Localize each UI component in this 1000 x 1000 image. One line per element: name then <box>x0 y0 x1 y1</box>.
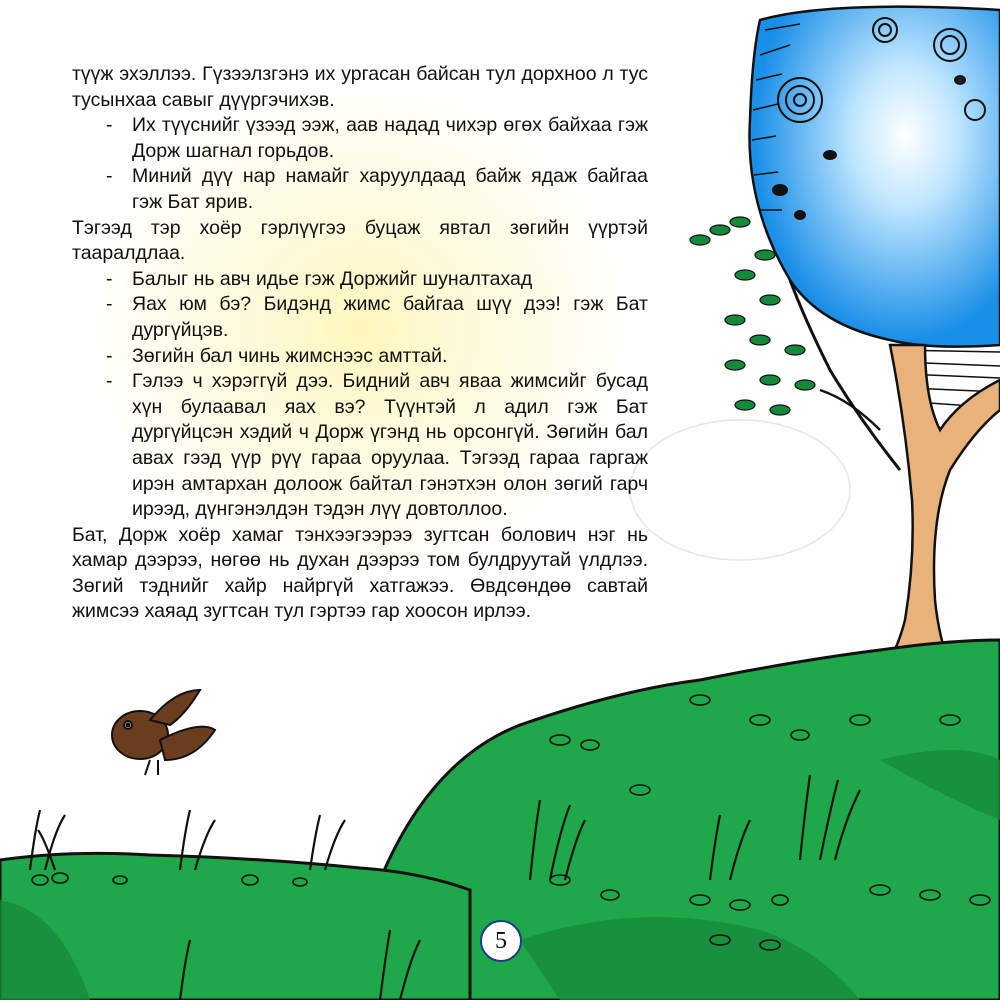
dialog-text: Миний дүү нар намайг харуулдаад байж ядаж байгаа гэж Бат ярив. <box>132 165 648 213</box>
dialog-text: Их түүснийг үзээд ээж, аав надад чихэр өгөх байхаа гэж Дорж шагнал горьдов. <box>132 114 648 162</box>
story-paragraph: Бат, Дорж хоёр хамаг тэнхээгээрээ зугтсан болович нэг нь хамар дээрээ, нөгөө нь духан дээрээ том булдруутай үлдлээ. Зөгий тэднийг хайр найргүй хатгажээ. Өвдсөндөө савтай жимсээ хаяад зугтсан тул гэртээ гар хоосон ирлээ. <box>72 523 648 623</box>
dialog-line <box>106 292 648 343</box>
dialog-text: Балыг нь авч идье гэж Доржийг шуналтахад <box>132 267 533 290</box>
dialog-text: Гэлээ ч хэрэггүй дээ. Бидний авч яваа жимсийг бусад хүн булаавал яах вэ? Түүнтэй л адил гэж Бат дургүйцсэн хэдий ч Дорж үгэнд нь орсонгүй. Зөгийн бал авах гээд үүр рүү гараа оруулаа. Тэгээд гараа гаргаж ирэн амтархан долоож байтал гэнэтхэн олон зөгий гарч ирээд, дүнгэнэлдэн тэдэн лүү довтоллоо. <box>132 370 648 521</box>
dash: - <box>106 165 113 188</box>
bird-icon <box>112 690 215 775</box>
dash: - <box>106 344 113 367</box>
dash: - <box>106 267 113 290</box>
dialog-line <box>106 369 648 523</box>
dialog-line <box>106 113 648 164</box>
story-paragraph: Тэгээд тэр хоёр гэрлүүгээ буцаж явтал зөгийн үүртэй тааралдлаа. <box>72 216 648 265</box>
dialog-line <box>106 267 648 293</box>
dialog-text: Яах юм бэ? Бидэнд жимс байгаа шүү дээ! гэж Бат дургүйцэв. <box>132 293 648 341</box>
tree-icon <box>690 7 1000 730</box>
dialog-list <box>72 267 648 523</box>
story-paragraph: түүж эхэллээ. Гүзээлзгэнэ их ургасан байсан тул дорхноо л тус тусынхаа савыг дүүргэчихэв. <box>72 63 648 111</box>
dash: - <box>106 293 113 316</box>
story-text <box>72 62 648 625</box>
dialog-line <box>106 344 648 370</box>
dash: - <box>106 370 113 393</box>
dialog-text: Зөгийн бал чинь жимснээс амттай. <box>132 344 448 367</box>
page-number: 5 <box>480 920 522 962</box>
dash: - <box>106 114 113 137</box>
dialog-line <box>106 164 648 215</box>
dialog-list <box>72 113 648 215</box>
